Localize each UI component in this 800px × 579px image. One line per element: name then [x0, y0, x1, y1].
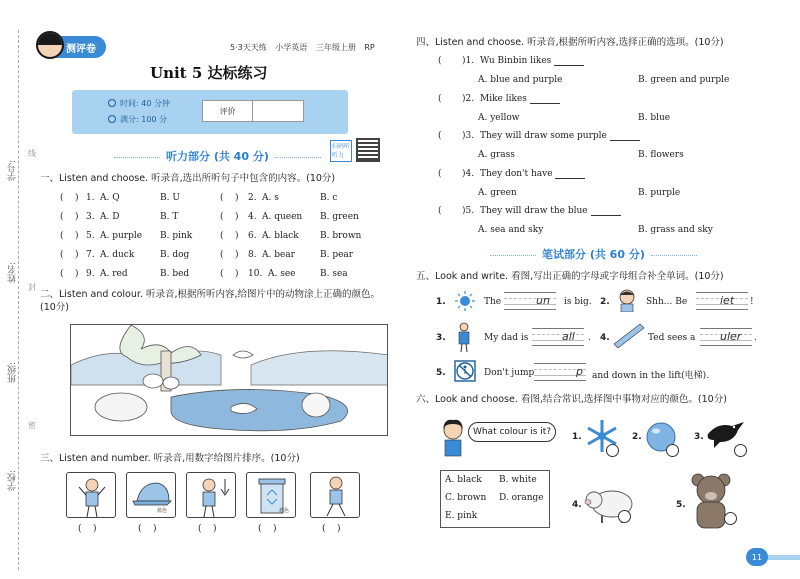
- item-num: 3.: [694, 432, 704, 442]
- answer-paren[interactable]: ( ): [220, 250, 239, 260]
- sentence-post: is big.: [564, 297, 592, 307]
- boy-walking-picture: [310, 472, 360, 518]
- book-header: [230, 42, 375, 53]
- tall-man-icon: [454, 322, 474, 352]
- item-num: )4.: [462, 169, 475, 179]
- option-a: A. Q: [100, 193, 120, 203]
- option-b: B. blue: [638, 113, 671, 123]
- option-a: A. yellow: [478, 113, 520, 123]
- recycle-bin-picture: [246, 472, 296, 518]
- boy-waving-icon: [67, 473, 116, 518]
- word-fragment: un: [536, 294, 550, 307]
- answer-paren[interactable]: ( ): [258, 524, 277, 534]
- series-name: 5·3天天练: [230, 43, 267, 52]
- sentence-pre: Shh... Be: [646, 297, 688, 307]
- option-a: A. purple: [100, 231, 143, 241]
- word-fragment: p: [576, 365, 583, 378]
- answer-circle[interactable]: [734, 444, 747, 457]
- item-num: )3.: [462, 131, 475, 141]
- answer-blank[interactable]: [554, 56, 584, 66]
- item-num: 3.: [436, 333, 446, 343]
- item-stem: [480, 169, 585, 179]
- time-info: [108, 98, 170, 109]
- option-a: A. duck: [100, 250, 135, 260]
- option-b: B. brown: [320, 231, 362, 241]
- word-fragment: uler: [720, 330, 742, 343]
- school-label: 学校:: [8, 470, 18, 492]
- sun-icon: [454, 290, 476, 312]
- option-b: B. dog: [160, 250, 190, 260]
- boy-waving-picture: [66, 472, 116, 518]
- option-a: A. red: [100, 269, 128, 279]
- subject-name: 小学英语: [275, 43, 308, 52]
- sentence-post: .: [754, 333, 757, 343]
- item-num: 1.: [436, 297, 446, 307]
- item-num: 6.: [248, 231, 257, 241]
- badge-label: 测评卷: [66, 43, 96, 55]
- cap-icon: [127, 473, 176, 518]
- listening-section-title: 听力部分 (共 40 分): [108, 148, 327, 164]
- answer-paren[interactable]: ( ): [78, 524, 97, 534]
- part4-instruction: 四、Listen and choose. 听录音,根据所听内容,选择正确的选项。(10分): [416, 37, 724, 48]
- sentence-pre: Don't jump: [484, 368, 535, 378]
- item-stem: [480, 94, 560, 104]
- item-num: 4.: [600, 333, 610, 343]
- seal-mark: 线: [28, 149, 36, 158]
- part3-instruction: 三、Listen and number. 听录音,用数字给图片排序。(10分): [40, 453, 300, 464]
- binding-gutter: [0, 0, 36, 579]
- stem-text: They will draw some purple: [480, 131, 607, 141]
- check-icon: [108, 115, 116, 123]
- word-fragment: all: [562, 330, 575, 343]
- evaluation-field[interactable]: [253, 101, 303, 121]
- student-id-label: 学号:: [8, 160, 18, 182]
- option-b: B. green: [320, 212, 359, 222]
- color-options-box: [440, 470, 550, 528]
- stem-text: Wu Binbin likes: [480, 56, 552, 66]
- seal-mark: 密: [28, 421, 36, 430]
- color-option: C. brown: [445, 493, 487, 503]
- option-a: A. grass: [478, 150, 515, 160]
- option-a: A. sea and sky: [478, 225, 544, 235]
- evaluation-box: [202, 100, 304, 122]
- option-b: B. T: [160, 212, 179, 222]
- info-box: [72, 90, 348, 134]
- option-b: B. pear: [320, 250, 354, 260]
- time-text: 时间: 40 分钟: [120, 99, 170, 108]
- item-num: )5.: [462, 206, 475, 216]
- color-option: E. pink: [445, 511, 478, 521]
- item-stem: [480, 206, 621, 216]
- answer-paren[interactable]: ( ): [322, 524, 341, 534]
- answer-blank[interactable]: [530, 94, 560, 104]
- item-num: 4.: [248, 212, 257, 222]
- answer-paren[interactable]: ( ): [60, 212, 79, 222]
- boy-down-picture: [186, 472, 236, 518]
- qr-block: [330, 138, 382, 166]
- qr-caption: 扫码听听力: [330, 140, 352, 162]
- sentence-post: .: [588, 333, 591, 343]
- item-num: 5.: [436, 368, 446, 378]
- option-b: B. purple: [638, 188, 681, 198]
- boy-shush-icon: [616, 288, 638, 312]
- option-a: A. s: [262, 193, 279, 203]
- color-option: B. white: [499, 475, 537, 485]
- item-num: 2.: [248, 193, 257, 203]
- coloring-scene[interactable]: [70, 324, 388, 436]
- answer-paren[interactable]: ( ): [220, 231, 239, 241]
- item-num: 3.: [86, 212, 95, 222]
- answer-circle[interactable]: [618, 510, 631, 523]
- bin-color-label: 蓝色: [279, 508, 290, 514]
- part6-instruction: 六、Look and choose. 看图,结合常识,选择图中事物对应的颜色。(10分): [416, 394, 727, 405]
- option-a: A. black: [262, 231, 299, 241]
- pond-scene-illustration: [71, 325, 388, 436]
- answer-paren[interactable]: ( ): [220, 193, 239, 203]
- class-label: 班级:: [8, 362, 18, 384]
- color-option: D. orange: [499, 493, 544, 503]
- item-num: 2.: [632, 432, 642, 442]
- option-b: B. pink: [160, 231, 193, 241]
- test-badge: [40, 36, 106, 58]
- item-num: 1.: [86, 193, 95, 203]
- answer-paren[interactable]: (: [438, 206, 442, 216]
- item-num: 5.: [676, 500, 686, 510]
- clock-icon: [108, 99, 116, 107]
- option-b: B. U: [160, 193, 180, 203]
- writing-section-title: 笔试部分 (共 60 分): [484, 246, 703, 262]
- answer-paren[interactable]: ( ): [60, 231, 79, 241]
- sentence-pre: The: [484, 297, 502, 307]
- item-stem: [480, 56, 584, 66]
- answer-paren[interactable]: ( ): [60, 250, 79, 260]
- no-jumping-sign-icon: [454, 360, 476, 382]
- answer-paren[interactable]: ( ): [60, 269, 79, 279]
- color-option: A. black: [445, 475, 482, 485]
- option-b: B. sea: [320, 269, 348, 279]
- speech-bubble: What colour is it?: [468, 422, 556, 442]
- answer-paren[interactable]: ( ): [220, 212, 239, 222]
- option-a: A. blue and purple: [478, 75, 563, 85]
- answer-paren[interactable]: ( ): [220, 269, 239, 279]
- answer-paren[interactable]: (: [438, 169, 442, 179]
- answer-circle[interactable]: [666, 444, 679, 457]
- boy-standing-icon: [187, 473, 236, 518]
- item-num: )1.: [462, 56, 475, 66]
- answer-circle[interactable]: [606, 444, 619, 457]
- part1-instruction: 一、Listen and choose. 听录音,选出所听句子中包含的内容。(10分): [40, 173, 336, 184]
- score-text: 满分: 100 分: [120, 115, 168, 124]
- sentence-post: and down in the lift(电梯).: [592, 371, 710, 381]
- answer-paren[interactable]: ( ): [138, 524, 157, 534]
- option-b: B. flowers: [638, 150, 684, 160]
- option-b: B. c: [320, 193, 338, 203]
- word-fragment: iet: [720, 294, 735, 307]
- option-a: A. green: [478, 188, 517, 198]
- page-title: Unit 5 达标练习: [150, 64, 268, 82]
- item-num: 4.: [572, 500, 582, 510]
- item-num: 10.: [248, 269, 263, 279]
- answer-blank[interactable]: [610, 131, 640, 141]
- student-name-label: 姓名:: [8, 262, 18, 284]
- option-a: A. see: [268, 269, 296, 279]
- boy-face-icon: [36, 31, 64, 59]
- stem-text: They don't have: [480, 169, 553, 179]
- qr-code-icon[interactable]: [356, 138, 380, 162]
- ruler-icon: [612, 322, 646, 348]
- page-number: 11: [746, 548, 768, 566]
- item-num: 7.: [86, 250, 95, 260]
- answer-blank[interactable]: [591, 206, 621, 216]
- blue-cap-picture: [126, 472, 176, 518]
- answer-paren[interactable]: (: [438, 56, 442, 66]
- answer-paren[interactable]: ( ): [60, 193, 79, 203]
- sentence-post: !: [750, 297, 754, 307]
- option-b: B. bed: [160, 269, 190, 279]
- option-b: B. grass and sky: [638, 225, 713, 235]
- item-num: 1.: [572, 432, 582, 442]
- girl-asking-icon: [438, 418, 468, 458]
- item-num: 9.: [86, 269, 95, 279]
- answer-paren[interactable]: (: [438, 131, 442, 141]
- evaluation-label: 评价: [203, 101, 253, 121]
- answer-paren[interactable]: (: [438, 94, 442, 104]
- item-num: 8.: [248, 250, 257, 260]
- stem-text: Mike likes: [480, 94, 527, 104]
- item-stem: [480, 131, 640, 141]
- score-info: [108, 114, 167, 125]
- write-blank[interactable]: [532, 328, 584, 346]
- option-a: A. bear: [262, 250, 295, 260]
- part5-instruction: 五、Look and write. 看图,写出正确的字母或字母组合补全单词。(10分): [416, 271, 724, 282]
- item-num: 5.: [86, 231, 95, 241]
- option-a: A. D: [100, 212, 120, 222]
- sentence-pre: My dad is: [484, 333, 529, 343]
- answer-circle[interactable]: [724, 512, 737, 525]
- seal-mark: 封: [28, 283, 36, 292]
- option-a: A. queen: [262, 212, 303, 222]
- edition-name: RP: [364, 43, 375, 52]
- grade-name: 三年级上册: [315, 43, 356, 52]
- option-b: B. green and purple: [638, 75, 730, 85]
- part2-instruction: 二、Listen and colour. 听录音,根据所听内容,给图片中的动物涂上正确的颜色。(10分): [40, 289, 381, 313]
- cap-color-label: 蓝色: [157, 508, 168, 514]
- answer-blank[interactable]: [555, 169, 585, 179]
- answer-paren[interactable]: ( ): [198, 524, 217, 534]
- item-num: )2.: [462, 94, 475, 104]
- item-num: 2.: [600, 297, 610, 307]
- boy-walking-icon: [311, 473, 360, 518]
- stem-text: They will draw the blue: [480, 206, 588, 216]
- sentence-pre: Ted sees a: [648, 333, 696, 343]
